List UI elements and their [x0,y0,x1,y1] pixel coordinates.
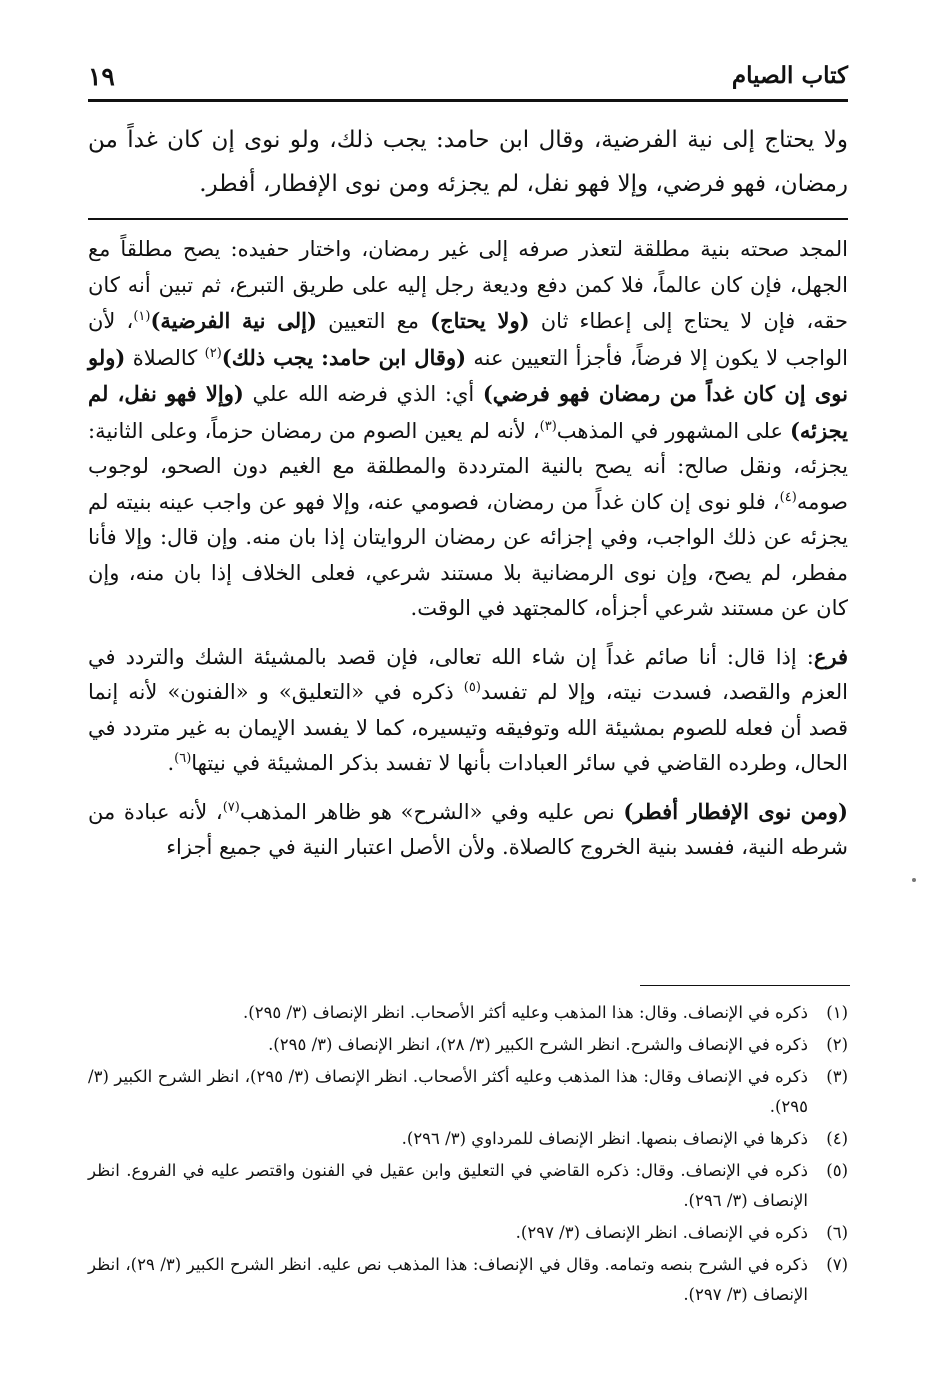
commentary-paragraph-2 [88,639,848,782]
commentary [88,232,848,878]
text-run: ، لأنه عبادة من شرطه النية، ففسد بنية الخروج كالصلاة. ولأن الأصل اعتبار النية في جميع أجزاء [88,799,848,859]
footnote [88,1062,848,1122]
text-run: . [167,751,175,775]
footnote-text: ذكره في الإنصاف وقال: هذا المذهب وعليه أكثر الأصحاب. انظر الإنصاف (٣/ ٢٩٥)، انظر الشرح الكبير (٣/ ٢٩٥). [88,1067,808,1116]
footnote-text: ذكره في الإنصاف. وقال: هذا المذهب وعليه أكثر الأصحاب. انظر الإنصاف (٣/ ٢٩٥). [243,1003,808,1022]
footnote [88,1030,848,1060]
page-header [88,62,848,102]
matn-quote: (ومن نوى الإفطار أفطر) [623,798,848,824]
matn-quote: (إلى نية الفرضية) [150,308,317,333]
text-run: على المشهور في المذهب [556,418,790,443]
footnote-ref[interactable]: (٢) [204,345,222,361]
footnote-ref[interactable]: (٧) [222,799,240,815]
text-run: كالصلاة [125,345,205,370]
footnote-number: (٣) [826,1067,848,1086]
footnote-number: (٦) [826,1223,848,1242]
footnote-number: (١) [826,1003,848,1022]
footnote-text: ذكره في الإنصاف. وقال: ذكره القاضي في التعليق وابن عقيل في الفنون واقتصر عليه في الفروع. انظر الإنصاف (٣/ ٢٩٦). [88,1161,808,1210]
text-run: نص عليه وفي «الشرح» هو ظاهر المذهب [239,799,624,824]
matn-quote: (وقال ابن حامد: يجب ذلك) [221,344,467,370]
footnote [88,1218,848,1248]
matn-divider [88,218,848,220]
footnote-text: ذكره في الإنصاف والشرح. انظر الشرح الكبير (٣/ ٢٨)، انظر الإنصاف (٣/ ٢٩٥). [268,1035,808,1054]
footnote-text: ذكره في الإنصاف. انظر الإنصاف (٣/ ٢٩٧). [515,1223,808,1242]
footnote [88,1156,848,1216]
footnote [88,998,848,1028]
book-title: كتاب الصيام [731,62,848,89]
footnote-ref[interactable]: (٣) [539,418,557,434]
text-run: : إذا قال: أنا صائم غداً إن شاء الله تعالى، فإن قصد بالمشيئة الشك والتردد في العزم والقصد، فسدت نيته، وإلا لم تفسد [88,644,849,704]
footnotes-divider [640,985,850,986]
footnotes [88,998,848,1312]
text-run: أي: الذي فرضه الله علي [243,382,483,406]
footnote-number: (٧) [826,1255,848,1274]
scan-speck [912,878,916,882]
footnote-number: (٤) [826,1129,848,1148]
matn-text: ولا يحتاج إلى نية الفرضية، وقال ابن حامد: يجب ذلك، ولو نوى إن كان غداً من رمضان، فهو فرضي، وإلا فهو نفل، لم يجزئه ومن نوى الإفطار، أفطر. [88,127,848,197]
text-run: ، لأن الواجب لا يكون إلا فرضاً، فأجزأ التعيين عنه [88,309,848,370]
footnote-ref[interactable]: (١) [133,309,151,324]
page-number: ١٩ [88,62,115,91]
text-run: المجد صحته بنية مطلقة لتعذر صرفه إلى غير رمضان، واختار حفيده: يصح مطلقاً مع الجهل، فإن كان عالماً، فلا كمن دفع وديعة رجل إليه على طريق التبرع، ثم تبين أنه كان حقه، فإن لا يحتاج إلى إعطاء ثان [88,237,849,333]
footnote [88,1124,848,1154]
footnote-ref[interactable]: (٦) [174,751,192,766]
footnote-ref[interactable]: (٥) [463,680,481,695]
footnote [88,1250,848,1310]
footnote-number: (٥) [826,1161,848,1180]
footnote-text: ذكرها في الإنصاف بنصها. انظر الإنصاف للمرداوي (٣/ ٢٩٦). [401,1129,808,1148]
footnote-text: ذكره في الشرح بنصه وتمامه. وقال في الإنصاف: هذا المذهب نص عليه. انظر الشرح الكبير (٣/ ٢٩)، انظر الإنصاف (٣/ ٢٩٧). [88,1255,808,1304]
header-rule [88,99,848,102]
footnote-number: (٢) [826,1035,848,1054]
commentary-paragraph-1 [88,232,848,627]
text-run: مع التعيين [316,309,431,333]
matn-quote: (ولو نوى إن كان غداً من رمضان فهو فرضي) [88,344,848,406]
commentary-paragraph-3 [88,794,848,866]
footnote-ref[interactable]: (٤) [779,489,797,505]
text-run: ، فلو نوى إن كان غداً من رمضان، فصومي عنه، وإلا فهو عن واجب عينه بنيته لم يجزئه عن ذلك الواجب، وفي إجزائه عن رمضان الروايتان إذا بان منه. وإن قال: وإلا فأنا مفطر، لم يصح، وإن نوى الرمضانية بلا مستند شرعي، فعلى الخلاف إذا بان منه، وإن كان عن مستند شرعي أجزأه، كالمجتهد في الوقت. [88,489,848,620]
text-run: ذكره في «التعليق» و «الفنون» لأنه إنما قصد أن فعله للصوم بمشيئة الله وتوفيقه وتيسيره، كما لا يفسد الإيمان به غير متردد في الحال، وطرده القاضي في سائر العبادات بأنها لا تفسد بذكر المشيئة في نيتها [88,680,848,775]
matn-quote: (ولا يحتاج) [430,308,530,333]
section-label: فرع [813,643,848,669]
text-run: ، لأنه لم يعين الصوم من رمضان حزماً، وعلى الثانية: يجزئه، ونقل صالح: أنه يصح بالنية المترددة والمطلقة مع الغيم دون الصحو، لوجوب صومه [88,418,848,514]
matn-quote: (وإلا فهو نفل، لم يجزئه) [88,381,848,443]
